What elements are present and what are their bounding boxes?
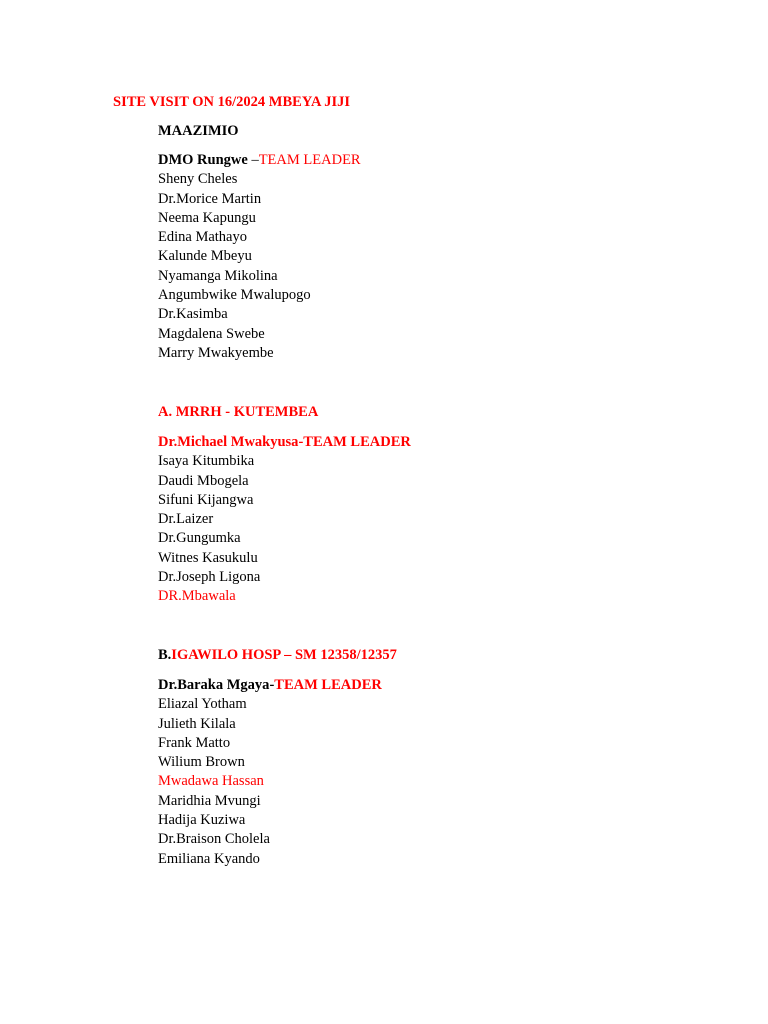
- section-title-maazimio: [158, 123, 239, 140]
- member-name: Julieth Kilala: [158, 715, 236, 732]
- member-name: Mwadawa Hassan: [158, 773, 264, 790]
- member-name: Sifuni Kijangwa: [158, 491, 254, 508]
- separator: –: [247, 152, 259, 168]
- separator: -: [269, 677, 275, 693]
- member-name: Nyamanga Mikolina: [158, 267, 278, 284]
- member-name: Dr.Michael Mwakyusa: [158, 434, 299, 450]
- member-name: Marry Mwakyembe: [158, 344, 274, 361]
- member-name: Dr.Joseph Ligona: [158, 569, 261, 586]
- member-name: Isaya Kitumbika: [158, 453, 255, 470]
- member-name: Wilium Brown: [158, 754, 245, 771]
- member-name: Dr.Gungumka: [158, 530, 241, 547]
- member-name: Daudi Mbogela: [158, 472, 249, 489]
- member-name: Angumbwike Mwalupogo: [158, 287, 311, 304]
- section-title-text: IGAWILO HOSP – SM 12358/12357: [171, 647, 397, 663]
- member-name: Witnes Kasukulu: [158, 549, 258, 566]
- document-title: SITE VISIT ON 16/2024 MBEYA JIJI: [113, 94, 351, 110]
- member-name: Dr.Morice Martin: [158, 190, 262, 207]
- member-name: Emiliana Kyando: [158, 850, 260, 867]
- member-name: Sheny Cheles: [158, 171, 238, 188]
- role-label: TEAM LEADER: [303, 434, 411, 450]
- section-title-prefix: B.: [158, 647, 172, 663]
- section-title-text: MAAZIMIO: [158, 123, 239, 139]
- section-title-igawilo: [158, 647, 397, 664]
- member-name: Maridhia Mvungi: [158, 792, 261, 809]
- member-name: Edina Mathayo: [158, 229, 247, 246]
- member-name: DMO Rungwe: [158, 152, 248, 168]
- member-name: Dr.Baraka Mgaya: [158, 677, 270, 693]
- role-label: TEAM LEADER: [274, 677, 382, 693]
- section-title-mrrh: [158, 404, 318, 421]
- section-title-text: A. MRRH - KUTEMBEA: [158, 404, 319, 420]
- member-name: Eliazal Yotham: [158, 696, 247, 713]
- role-label: TEAM LEADER: [258, 152, 361, 168]
- member-name: Kalunde Mbeyu: [158, 248, 252, 265]
- member-name: DR.Mbawala: [158, 588, 236, 605]
- member-name: Hadija Kuziwa: [158, 812, 246, 829]
- separator: -: [298, 434, 304, 450]
- member-name: Dr.Braison Cholela: [158, 831, 270, 848]
- member-name: Magdalena Swebe: [158, 325, 265, 342]
- member-name: Dr.Laizer: [158, 511, 214, 528]
- member-name: Frank Matto: [158, 734, 231, 751]
- member-name: Neema Kapungu: [158, 209, 256, 226]
- member-name: Dr.Kasimba: [158, 306, 228, 323]
